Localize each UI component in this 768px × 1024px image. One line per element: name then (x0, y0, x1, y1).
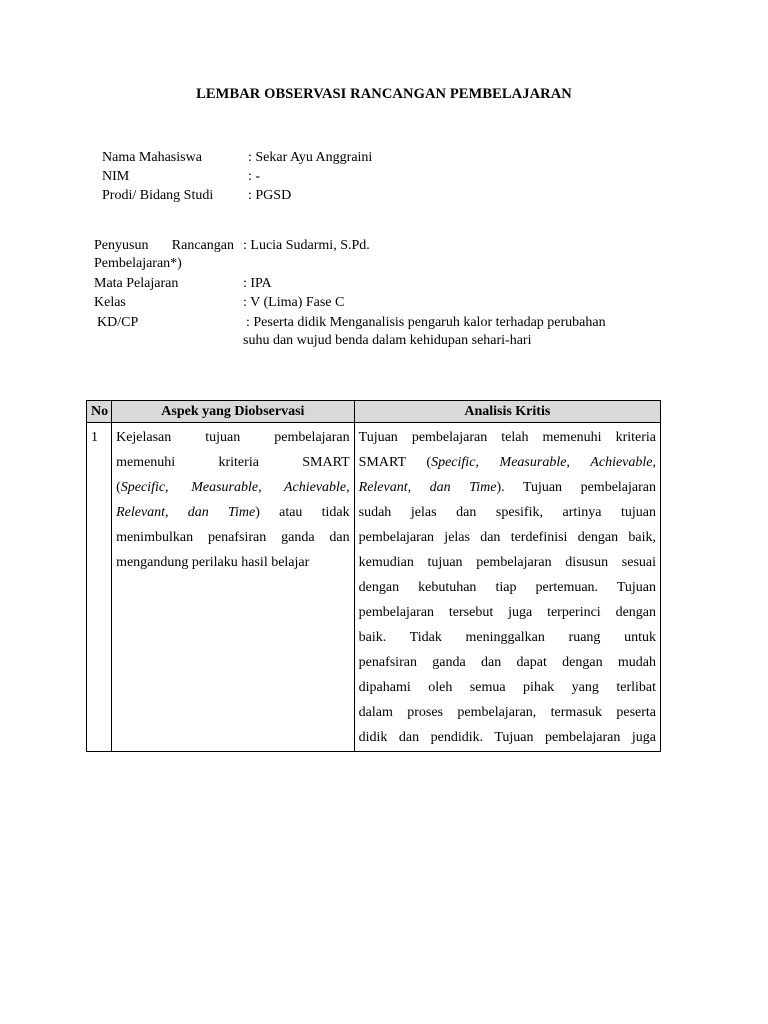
analisis-line: pembelajaran jelas dan terdefinisi dengan baik, (358, 530, 656, 545)
penyusun-label-line1: Penyusun Rancangan (94, 238, 234, 253)
kd-cp-label: KD/CP (97, 315, 139, 330)
penyusun-label-line2: Pembelajaran*) (94, 256, 182, 271)
prodi-value: : PGSD (248, 188, 292, 203)
header-analisis: Analisis Kritis (354, 401, 660, 423)
aspek-line: Kejelasan tujuan pembelajaran (116, 430, 350, 445)
analisis-line: dalam proses pembelajaran, termasuk peserta (358, 705, 656, 720)
kd-cp-value (243, 314, 663, 350)
nama-mahasiswa-label: Nama Mahasiswa (102, 150, 202, 165)
table-header-row (87, 401, 661, 423)
prodi-label: Prodi/ Bidang Studi (102, 188, 214, 203)
nim-label: NIM (102, 169, 130, 184)
aspek-line: mengandung perilaku hasil belajar (116, 555, 310, 570)
row-no: 1 (87, 423, 112, 752)
analisis-line: sudah jelas dan spesifik, artinya tujuan (358, 505, 656, 520)
kd-cp-value-line2: suhu dan wujud benda dalam kehidupan sehari-hari (243, 333, 532, 348)
kd-cp-value-line1: : Peserta didik Menganalisis pengaruh kalor terhadap perubahan (246, 315, 606, 330)
mata-pelajaran-label: Mata Pelajaran (94, 276, 179, 291)
mata-pelajaran-value: : IPA (243, 276, 272, 291)
aspek-line: menimbulkan penafsiran ganda dan (116, 530, 350, 545)
header-no: No (87, 401, 112, 423)
aspek-line: memenuhi kriteria SMART (116, 455, 350, 470)
row-aspek (112, 423, 355, 752)
analisis-line: dengan kebutuhan tiap pertemuan. Tujuan (358, 580, 656, 595)
kelas-value: : V (Lima) Fase C (243, 295, 345, 310)
aspek-line: Relevant, dan Time) atau tidak (116, 505, 350, 520)
analisis-line: pembelajaran tersebut juga terperinci dengan (358, 605, 656, 620)
analisis-line: Relevant, dan Time). Tujuan pembelajaran (358, 480, 656, 495)
analisis-line: SMART (Specific, Measurable, Achievable, (358, 455, 656, 470)
analisis-line: Tujuan pembelajaran telah memenuhi kriteria (358, 430, 656, 445)
analisis-line: didik dan pendidik. Tujuan pembelajaran juga (358, 730, 656, 745)
analisis-line: dipahami oleh semua pihak yang terlibat (358, 680, 656, 695)
nim-value: : - (248, 169, 261, 184)
nama-mahasiswa-value: : Sekar Ayu Anggraini (248, 150, 373, 165)
header-aspek: Aspek yang Diobservasi (112, 401, 355, 423)
observation-table (86, 400, 661, 752)
aspek-line: (Specific, Measurable, Achievable, (116, 480, 350, 495)
document-title: LEMBAR OBSERVASI RANCANGAN PEMBELAJARAN (196, 86, 572, 102)
analisis-line: baik. Tidak meninggalkan ruang untuk (358, 630, 656, 645)
table-row (87, 423, 661, 752)
kelas-label: Kelas (94, 295, 126, 310)
analisis-line: kemudian tujuan pembelajaran disusun sesuai (358, 555, 656, 570)
penyusun-value: : Lucia Sudarmi, S.Pd. (243, 238, 370, 253)
analisis-line: penafsiran ganda dan dapat dengan mudah (358, 655, 656, 670)
row-analisis (354, 423, 660, 752)
